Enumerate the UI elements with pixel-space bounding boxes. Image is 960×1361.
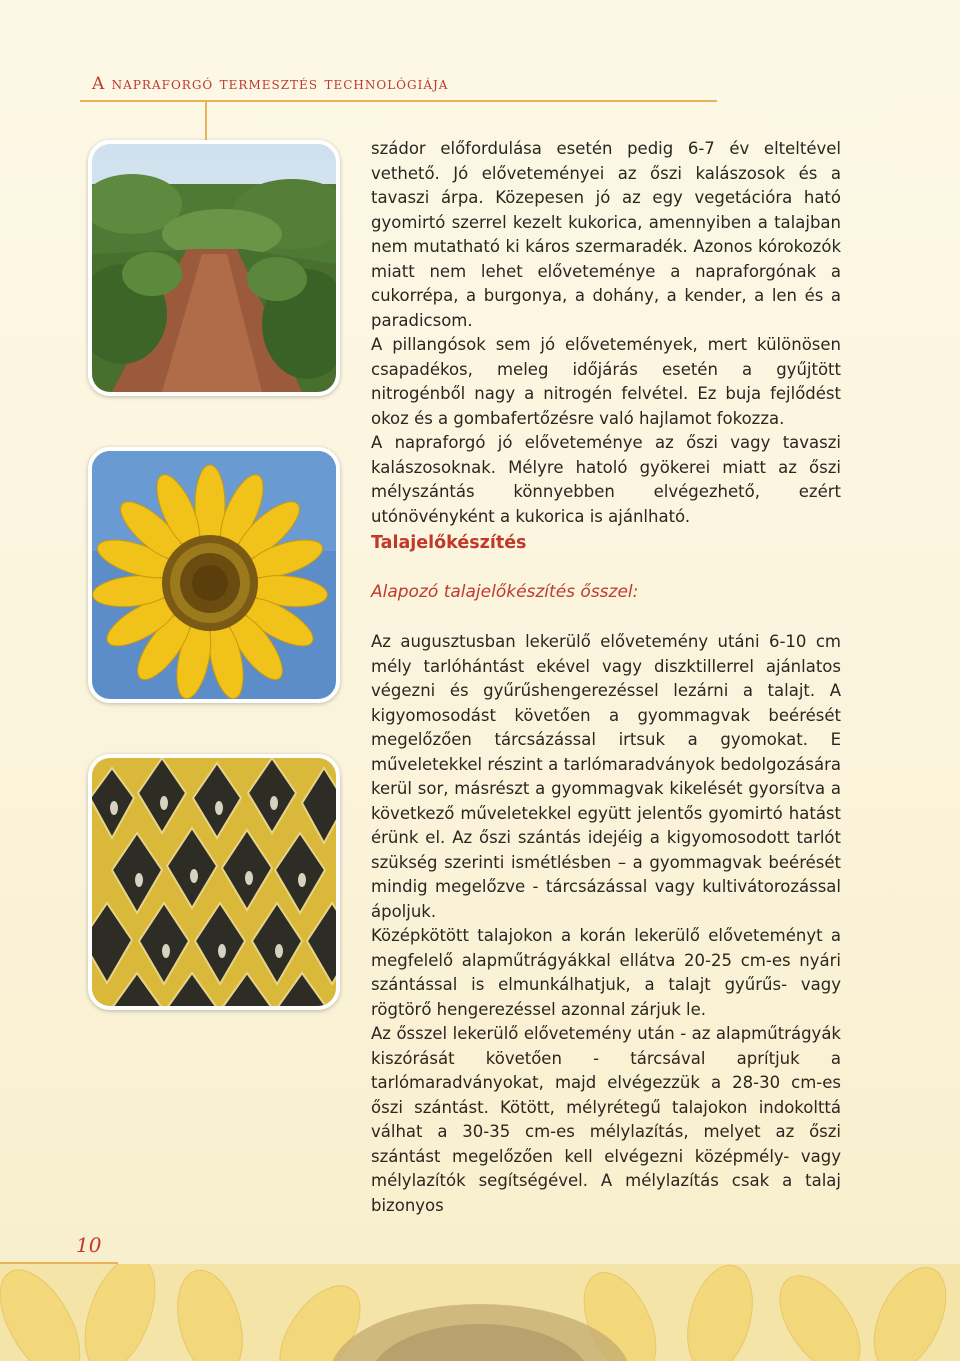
page-number: 10 (76, 1233, 102, 1257)
sunflower-field-photo (88, 140, 340, 396)
section-subheading: Alapozó talajelőkészítés ősszel: (371, 582, 639, 602)
section-paragraph: Az ősszel lekerülő elővetemény után - az alapműtrágyák kiszórását követően - tárcsával aprítjuk a tarlómaradványokat, majd elvégezzük a 28-30 cm-es őszi szántást. Kötött, mélyrétegű talajokon indokolttá válhat a 30-35 cm-es mélylazítás, melyet az őszi szántást megelőzően kell elvégezni középmély- vagy mélylazítók segítségével. A mélylazítás csak a talaj bizonyos (371, 1024, 841, 1215)
header-rule (80, 100, 717, 102)
body-paragraph: A napraforgó jó előveteménye az őszi vagy tavaszi kalászosoknak. Mélyre hatoló gyökerei miatt az őszi mélyszántás könnyebben elvégezhető, ezért utónövényként a kukorica is ajánlható. (371, 433, 841, 526)
sunflower-head-photo (88, 447, 340, 703)
intro-text-block (371, 137, 841, 529)
page-header-title: A napraforgó termesztés technológiája (92, 74, 449, 94)
section-paragraph: Az augusztusban lekerülő elővetemény utáni 6-10 cm mély tarlóhántást ekével vagy diszktillerrel ajánlatos végezni és gyűrűshengerezéssel lezárni a talajt. A kigyomosodást követően a gyommagvak beérését megelőzően tárcsázással irtsuk a gyomokat. E műveletekkel részint a tarlómaradványok bedolgozására kerül sor, másrészt a gyommagvak kikelését gyorsítva a következő műveletekkel együtt jelentős gyomirtó hatást érünk el. Az őszi szántás idejéig a kigyomosodott tarlót szükség szerinti ismétlésben – a gyommagvak beérését mindig megelőzve - tárcsázással vagy kultivátorozással ápoljuk. (371, 632, 841, 921)
section-text-block (371, 630, 841, 1218)
section-heading: Talajelőkészítés (371, 533, 527, 553)
body-paragraph: A pillangósok sem jó elővetemények, mert különösen csapadékos, meleg időjárás esetén a gyűjtött nitrogénből nagy a nitrogén felvétel. Ez buja fejlődést okoz és a gombafertőzésre való hajlamot fokozza. (371, 335, 841, 428)
header-vertical-rule (205, 100, 207, 140)
section-paragraph: Középkötött talajokon a korán lekerülő előveteményt a megfelelő alapműtrágyákkal ellátva 20-25 cm-es nyári szántással is elmunkálhatjuk, a talajt gyűrűs- vagy rögtörő hengerezéssel azonnal zárjuk le. (371, 926, 841, 1019)
body-paragraph: szádor előfordulása esetén pedig 6-7 év elteltével vethető. Jó előveteményei az őszi kalászosok és a tavaszi árpa. Közepesen jó az egy vegetációra ható gyomirtó szerrel kezelt kukorica, amennyiben a talajban nem mutatható ki káros szermaradék. Azonos kórokozók miatt nem lehet előveteménye a napraforgónak a cukorrépa, a burgonya, a dohány, a kender, a len és a paradicsom. (371, 139, 841, 330)
sunflower-footer-decoration (0, 1264, 960, 1361)
sunflower-seeds-photo (88, 754, 340, 1010)
